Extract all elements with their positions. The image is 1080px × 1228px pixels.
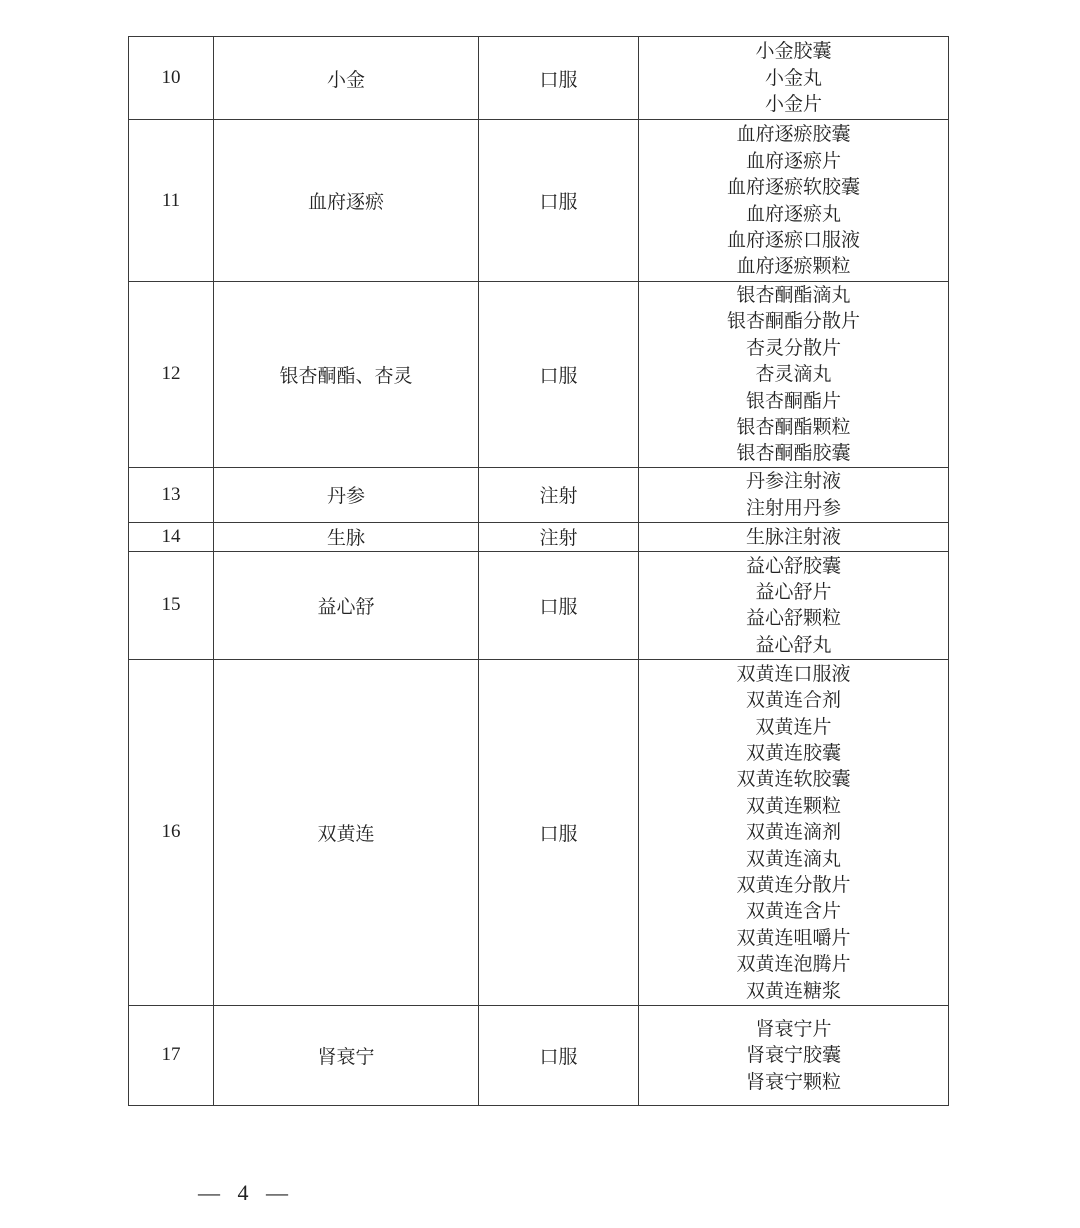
product-item: 杏灵分散片 <box>745 336 841 359</box>
product-item: 双黄连片 <box>755 715 832 738</box>
drug-name: 丹参 <box>214 467 479 522</box>
drug-name: 血府逐瘀 <box>214 120 479 282</box>
product-item: 双黄连胶囊 <box>745 741 841 764</box>
table-row <box>129 659 949 1005</box>
product-list <box>639 38 948 117</box>
row-number: 13 <box>129 467 214 522</box>
product-item: 小金胶囊 <box>755 40 832 63</box>
drug-name: 银杏酮酯、杏灵 <box>214 282 479 468</box>
product-list-cell <box>639 551 949 659</box>
product-item: 双黄连合剂 <box>745 689 841 712</box>
product-item: 肾衰宁胶囊 <box>745 1044 841 1067</box>
table-row <box>129 282 949 468</box>
page-number: — 4 — <box>198 1180 294 1205</box>
product-list <box>639 121 948 279</box>
product-item: 双黄连软胶囊 <box>736 768 851 791</box>
product-item: 双黄连糖浆 <box>745 979 841 1002</box>
product-item: 银杏酮酯胶囊 <box>736 442 851 465</box>
table-row <box>129 522 949 551</box>
product-item: 小金片 <box>764 93 822 116</box>
drug-table <box>128 36 949 1106</box>
administration-route: 口服 <box>479 1005 639 1105</box>
administration-route: 注射 <box>479 467 639 522</box>
table-row <box>129 1005 949 1105</box>
product-item: 益心舒片 <box>755 580 832 603</box>
administration-route: 注射 <box>479 522 639 551</box>
product-list-cell <box>639 1005 949 1105</box>
product-item: 双黄连泡腾片 <box>736 953 851 976</box>
product-list-cell <box>639 120 949 282</box>
product-item: 双黄连含片 <box>745 900 841 923</box>
product-item: 生脉注射液 <box>745 525 841 548</box>
administration-route: 口服 <box>479 551 639 659</box>
product-list <box>639 282 948 467</box>
row-number: 11 <box>129 120 214 282</box>
product-list <box>639 661 948 1004</box>
product-list-cell <box>639 659 949 1005</box>
product-item: 益心舒颗粒 <box>745 607 841 630</box>
product-item: 丹参注射液 <box>745 470 841 493</box>
product-item: 肾衰宁片 <box>755 1017 832 1040</box>
product-item: 小金丸 <box>764 66 822 89</box>
drug-name: 益心舒 <box>214 551 479 659</box>
row-number: 17 <box>129 1005 214 1105</box>
product-item: 益心舒丸 <box>755 633 832 656</box>
product-list <box>639 524 948 550</box>
table-row <box>129 37 949 120</box>
product-item: 银杏酮酯分散片 <box>726 310 860 333</box>
product-item: 血府逐瘀胶囊 <box>736 123 851 146</box>
product-item: 血府逐瘀口服液 <box>726 228 860 251</box>
product-item: 益心舒胶囊 <box>745 554 841 577</box>
row-number: 15 <box>129 551 214 659</box>
product-list-cell <box>639 522 949 551</box>
product-item: 银杏酮酯滴丸 <box>736 284 851 306</box>
row-number: 16 <box>129 659 214 1005</box>
product-item: 血府逐瘀颗粒 <box>736 255 851 278</box>
product-item: 肾衰宁颗粒 <box>745 1070 841 1093</box>
row-number: 12 <box>129 282 214 468</box>
row-number: 10 <box>129 37 214 120</box>
product-list-cell <box>639 37 949 120</box>
product-item: 血府逐瘀软胶囊 <box>726 176 860 199</box>
administration-route: 口服 <box>479 37 639 120</box>
product-list <box>639 1016 948 1095</box>
administration-route: 口服 <box>479 282 639 468</box>
product-list <box>639 553 948 659</box>
product-item: 双黄连颗粒 <box>745 794 841 817</box>
row-number: 14 <box>129 522 214 551</box>
table-row <box>129 551 949 659</box>
product-item: 杏灵滴丸 <box>755 363 832 386</box>
drug-name: 肾衰宁 <box>214 1005 479 1105</box>
drug-name: 小金 <box>214 37 479 120</box>
product-item: 双黄连分散片 <box>736 873 851 896</box>
product-list-cell <box>639 282 949 468</box>
drug-name: 生脉 <box>214 522 479 551</box>
table-body <box>129 37 949 1106</box>
product-item: 银杏酮酯片 <box>745 389 841 412</box>
product-item: 注射用丹参 <box>745 496 841 519</box>
product-item: 银杏酮酯颗粒 <box>736 416 851 439</box>
drug-name: 双黄连 <box>214 659 479 1005</box>
administration-route: 口服 <box>479 659 639 1005</box>
product-item: 血府逐瘀丸 <box>745 202 841 225</box>
product-item: 双黄连咀嚼片 <box>736 926 851 949</box>
table-row <box>129 120 949 282</box>
product-item: 双黄连滴剂 <box>745 821 841 844</box>
product-item: 双黄连滴丸 <box>745 847 841 870</box>
table-row <box>129 467 949 522</box>
administration-route: 口服 <box>479 120 639 282</box>
product-list-cell <box>639 467 949 522</box>
product-list <box>639 468 948 521</box>
product-item: 双黄连口服液 <box>736 662 851 685</box>
product-item: 血府逐瘀片 <box>745 149 841 172</box>
